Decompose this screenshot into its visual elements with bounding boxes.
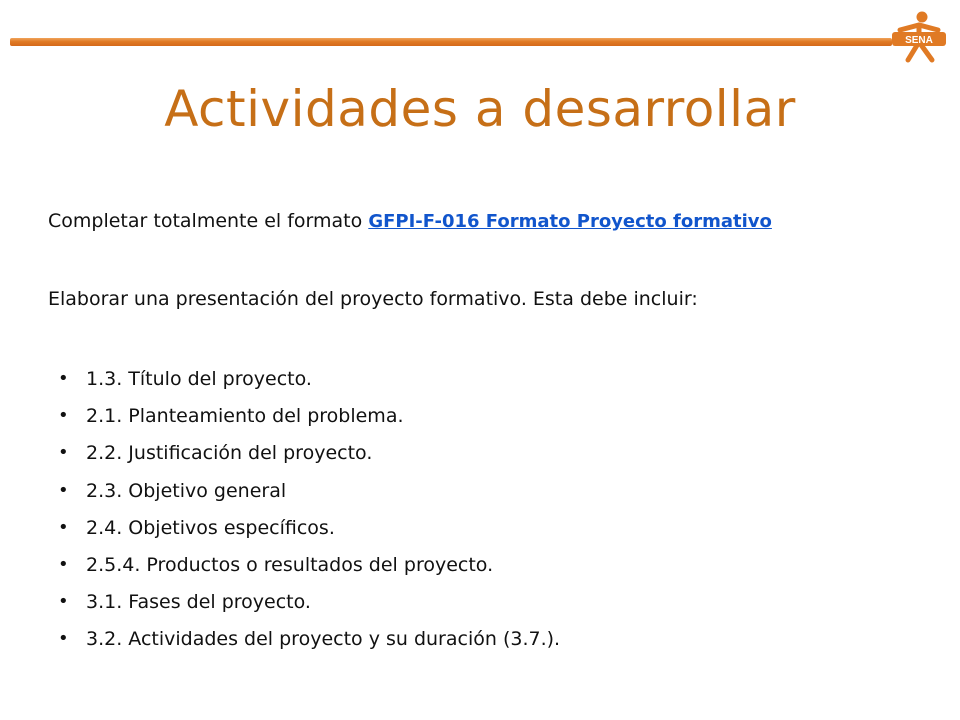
list-item-text: 2.5.4. Productos o resultados del proyecto. [86,553,494,576]
list-item [58,589,560,626]
bullet-dot: • [58,479,69,501]
list-item [58,440,560,477]
list-item-text: 2.1. Planteamiento del problema. [86,405,404,428]
paragraph-text: Completar totalmente el formato [48,210,369,232]
bullet-dot: • [58,405,69,427]
list-item [58,552,560,589]
bullet-dot: • [58,442,69,464]
bullet-dot: • [58,628,69,650]
list-item-text: 2.3. Objetivo general [86,479,287,502]
bullet-dot: • [58,591,69,613]
list-item-text: 3.1. Fases del proyecto. [86,591,311,614]
list-item [58,478,560,515]
header-orange-bar [10,38,892,46]
bullet-dot: • [58,553,69,575]
format-document-link[interactable]: GFPI-F-016 Formato Proyecto formativo [368,211,772,232]
logo-text: SENA [905,35,933,46]
paragraph-complete-format [48,210,772,232]
requirements-list [58,366,560,664]
list-item [58,403,560,440]
list-item-text: 2.2. Justificación del proyecto. [86,442,373,465]
list-item-text: 3.2. Actividades del proyecto y su duración (3.7.). [86,628,561,651]
sena-logo [886,8,952,70]
list-item [58,515,560,552]
list-item [58,366,560,403]
bullet-dot: • [58,516,69,538]
bullet-dot: • [58,368,69,389]
paragraph-presentation: Elaborar una presentación del proyecto formativo. Esta debe incluir: [48,288,698,310]
list-item-text: 2.4. Objetivos específicos. [86,516,335,539]
list-item-text: 1.3. Título del proyecto. [86,368,312,390]
list-item [58,626,560,663]
slide-title: Actividades a desarrollar [164,80,796,138]
